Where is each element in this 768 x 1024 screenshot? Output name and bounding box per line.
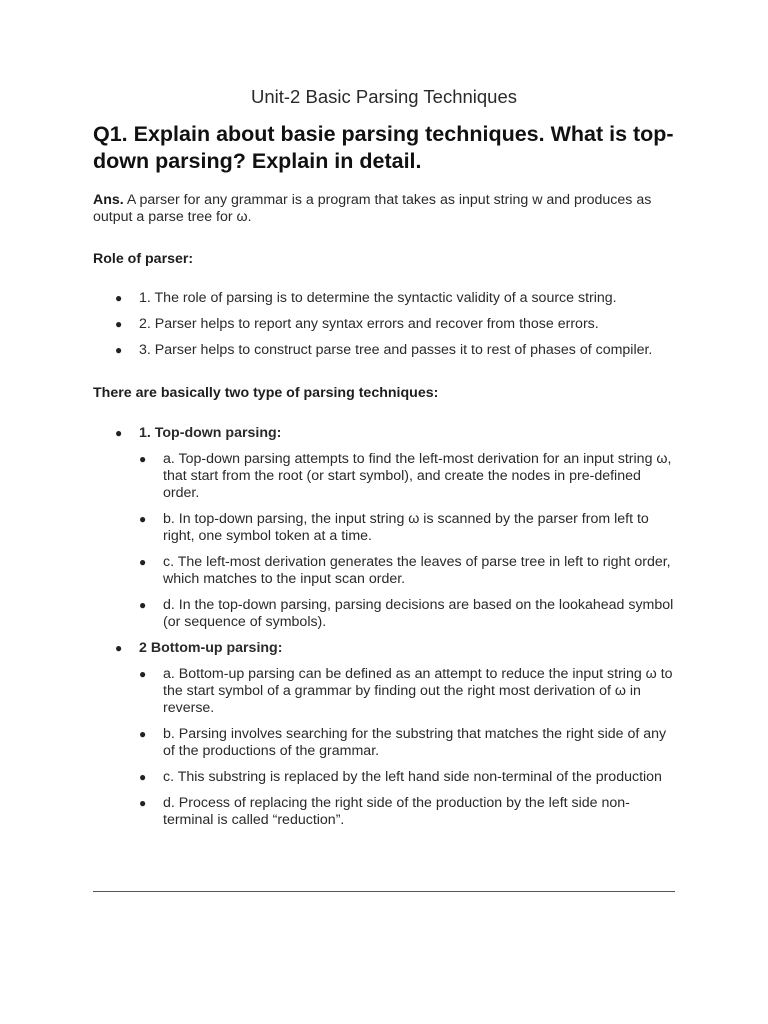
- bullet-icon: ●: [115, 426, 123, 440]
- bullet-icon: ●: [115, 343, 123, 357]
- bullet-icon: ●: [115, 317, 123, 331]
- types-list: [93, 425, 675, 838]
- bottomup-list: [139, 666, 675, 829]
- bullet-icon: ●: [139, 555, 147, 569]
- list-item-bottomup: [93, 640, 675, 829]
- list-item: ● 1. The role of parsing is to determine the syntactic validity of a source string.: [115, 290, 617, 306]
- list-item: ● a. Bottom-up parsing can be defined as an attempt to reduce the input string ω to the start symbol of a grammar by finding out the right most derivation of ω in reverse.: [139, 666, 673, 716]
- unit-title: Unit-2 Basic Parsing Techniques: [251, 86, 517, 107]
- bullet-icon: ●: [139, 727, 147, 741]
- list-item: ● b. In top-down parsing, the input string ω is scanned by the parser from left to right, one symbol token at a time.: [139, 511, 649, 544]
- bullet-icon: ●: [139, 512, 147, 526]
- bullet-icon: ●: [139, 667, 147, 681]
- answer-text: A parser for any grammar is a program that takes as input string w and produces as output a parse tree for ω.: [93, 192, 652, 225]
- topdown-heading: 1. Top-down parsing:: [139, 425, 282, 441]
- list-item: ● d. In the top-down parsing, parsing decisions are based on the lookahead symbol (or sequence of symbols).: [139, 597, 674, 630]
- list-item: ● d. Process of replacing the right side of the production by the left side non-terminal is called “reduction”.: [139, 795, 630, 828]
- bullet-icon: ●: [139, 452, 147, 466]
- list-item: ● c. The left-most derivation generates the leaves of parse tree in left to right order, which matches to the input scan order.: [139, 554, 671, 587]
- role-list: [93, 290, 675, 359]
- list-item: ● 2. Parser helps to report any syntax errors and recover from those errors.: [115, 316, 599, 332]
- list-item: ● a. Top-down parsing attempts to find the left-most derivation for an input string ω, that start from the root (or start symbol), and create the nodes in pre-defined order.: [139, 451, 672, 501]
- footer-divider: [93, 891, 675, 892]
- list-item: ● 3. Parser helps to construct parse tree and passes it to rest of phases of compiler.: [115, 342, 653, 358]
- bullet-icon: ●: [139, 770, 147, 784]
- topdown-list: [139, 451, 675, 631]
- bullet-icon: ●: [115, 641, 123, 655]
- types-heading: There are basically two type of parsing techniques:: [93, 385, 439, 401]
- list-item: ● b. Parsing involves searching for the substring that matches the right side of any of the productions of the grammar.: [139, 726, 667, 759]
- bullet-icon: ●: [139, 598, 147, 612]
- bullet-icon: ●: [139, 796, 147, 810]
- document-page: [93, 0, 675, 1024]
- role-heading: Role of parser:: [93, 251, 194, 267]
- answer-label: Ans.: [93, 192, 124, 208]
- bullet-icon: ●: [115, 291, 123, 305]
- bottomup-heading: 2 Bottom-up parsing:: [139, 640, 283, 656]
- question-heading: Q1. Explain about basie parsing techniques. What is top-down parsing? Explain in detail.: [93, 122, 674, 173]
- list-item-topdown: [93, 425, 675, 631]
- answer-paragraph: [93, 192, 675, 226]
- list-item: ● c. This substring is replaced by the left hand side non-terminal of the production: [139, 769, 662, 785]
